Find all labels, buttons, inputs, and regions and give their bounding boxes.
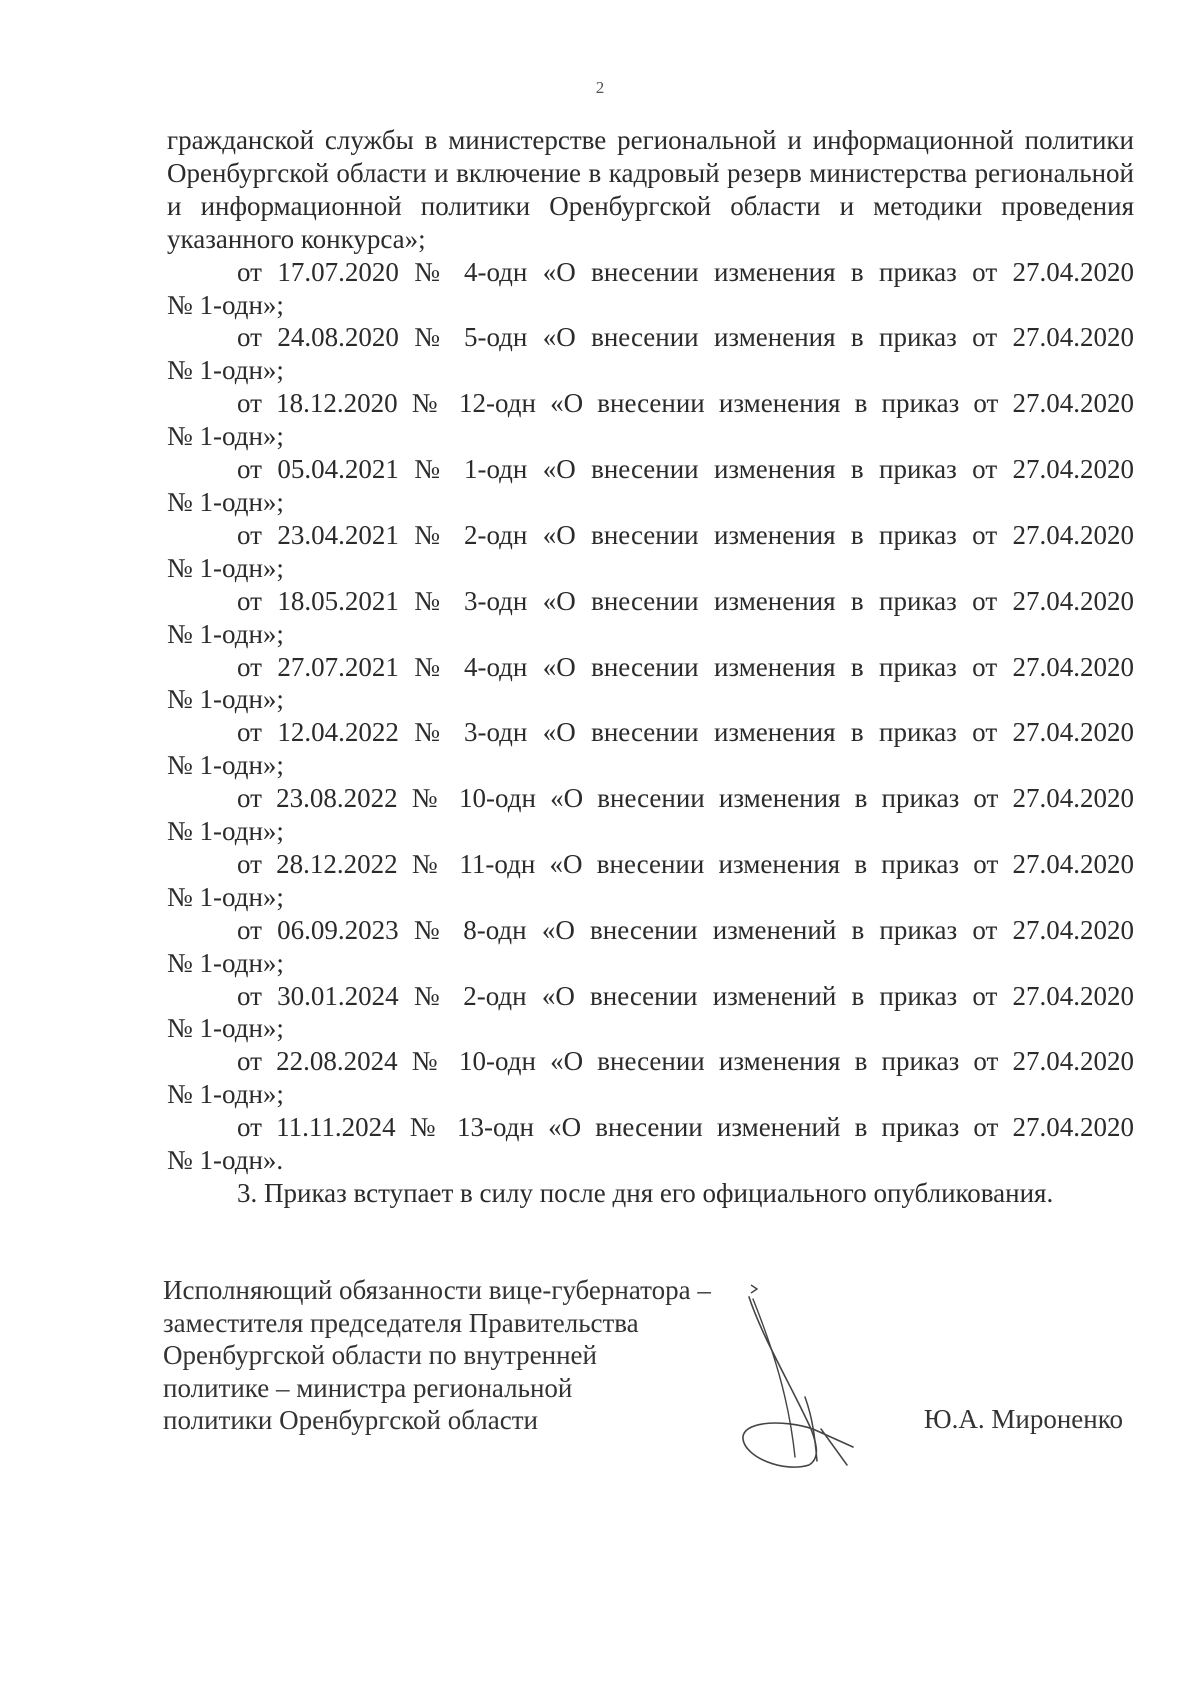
amendment-entry [167, 914, 1134, 980]
signatory-title-line: заместителя председателя Правительства [163, 1307, 639, 1338]
amendment-entry-text: от 17.07.2020 № 4-одн «О внесении изменения в приказ от 27.04.2020 [237, 256, 1134, 287]
amendment-entry-text: от 18.05.2021 № 3-одн «О внесении изменения в приказ от 27.04.2020 [237, 585, 1134, 616]
signatory-title-line: политике – министра региональной [163, 1372, 573, 1403]
signatory-name: Ю.А. Мироненко [923, 1404, 1123, 1434]
amendment-entry [167, 519, 1134, 585]
amendment-entry-text: от 27.07.2021 № 4-одн «О внесении изменения в приказ от 27.04.2020 [237, 651, 1134, 682]
opening-paragraph: гражданской службы в министерстве региональной и информационной политики Оренбургской области и включение в кадровый резерв министерства региональной и информационной политики Оренбургской области и методики проведения указанного конкурса»; [167, 125, 1134, 254]
amendment-entry [167, 716, 1134, 782]
amendment-entry-continuation: № 1-одн»; [167, 289, 284, 320]
amendment-entry-text: от 11.11.2024 № 13-одн «О внесении изменений в приказ от 27.04.2020 [237, 1112, 1134, 1143]
amendment-entry [167, 980, 1134, 1046]
amendment-entry-text: от 24.08.2020 № 5-одн «О внесении изменения в приказ от 27.04.2020 [237, 322, 1134, 353]
amendment-entry-continuation: № 1-одн»; [167, 684, 284, 715]
amendment-entry [167, 848, 1134, 914]
amendment-entry-continuation: № 1-одн»; [167, 1013, 284, 1044]
amendment-entry-continuation: № 1-одн»; [167, 1079, 284, 1110]
amendments-list [167, 256, 1134, 1177]
amendment-entry [167, 782, 1134, 848]
amendment-entry [167, 651, 1134, 717]
amendment-entry-continuation: № 1-одн»; [167, 947, 284, 978]
amendment-entry-continuation: № 1-одн»; [167, 421, 284, 452]
amendment-entry-text: от 05.04.2021 № 1-одн «О внесении изменения в приказ от 27.04.2020 [237, 454, 1134, 485]
amendment-entry [167, 585, 1134, 651]
amendment-entry-continuation: № 1-одн»; [167, 355, 284, 386]
amendment-entry [167, 1111, 1134, 1177]
final-clause: 3. Приказ вступает в силу после дня его официального опубликования. [237, 1178, 1054, 1208]
amendment-entry [167, 321, 1134, 387]
amendment-entry-text: от 30.01.2024 № 2-одн «О внесении изменений в приказ от 27.04.2020 [237, 980, 1134, 1011]
signatory-title-line: Исполняющий обязанности вице-губернатора – [163, 1275, 711, 1305]
amendment-entry-text: от 23.08.2022 № 10-одн «О внесении изменения в приказ от 27.04.2020 [237, 783, 1134, 814]
signatory-title [163, 1274, 711, 1437]
amendment-entry-continuation: № 1-одн»; [167, 552, 284, 583]
amendment-entry-text: от 23.04.2021 № 2-одн «О внесении изменения в приказ от 27.04.2020 [237, 519, 1134, 550]
amendment-entry-continuation: № 1-одн»; [167, 486, 284, 517]
amendment-entry [167, 1045, 1134, 1111]
signatory-title-line: Оренбургской области по внутренней [163, 1340, 597, 1370]
amendment-entry [167, 387, 1134, 453]
amendment-entry-continuation: № 1-одн»; [167, 750, 284, 781]
amendment-entry-text: от 18.12.2020 № 12-одн «О внесении изменения в приказ от 27.04.2020 [237, 388, 1134, 419]
handwritten-signature [723, 1279, 873, 1469]
amendment-entry-text: от 12.04.2022 № 3-одн «О внесении изменения в приказ от 27.04.2020 [237, 717, 1134, 748]
amendment-entry-continuation: № 1-одн»; [167, 881, 284, 912]
amendment-entry [167, 256, 1134, 322]
amendment-entry-continuation: № 1-одн»; [167, 816, 284, 847]
amendment-entry [167, 453, 1134, 519]
amendment-entry-text: от 06.09.2023 № 8-одн «О внесении изменений в приказ от 27.04.2020 [237, 914, 1134, 945]
page-number: 2 [595, 78, 605, 97]
amendment-entry-text: от 28.12.2022 № 11-одн «О внесении изменения в приказ от 27.04.2020 [237, 848, 1134, 879]
signature-block [163, 1274, 1123, 1474]
amendment-entry-continuation: № 1-одн»; [167, 618, 284, 649]
signatory-title-line: политики Оренбургской области [163, 1405, 538, 1435]
document-body [167, 124, 1134, 1210]
amendment-entry-continuation: № 1-одн». [167, 1145, 284, 1176]
amendment-entry-text: от 22.08.2024 № 10-одн «О внесении изменения в приказ от 27.04.2020 [237, 1046, 1134, 1077]
